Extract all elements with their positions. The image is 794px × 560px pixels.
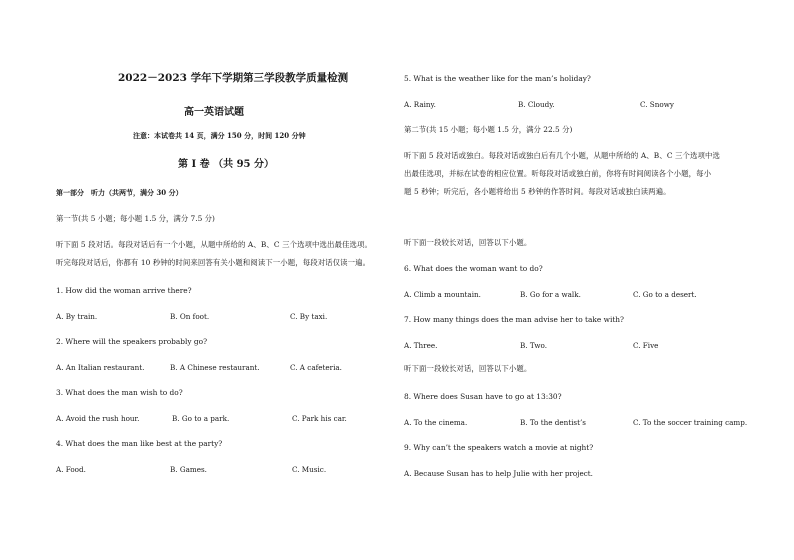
q6-option-c: C. Go to a desert. [633, 290, 697, 299]
q2-option-b: B. A Chinese restaurant. [170, 363, 260, 372]
q8-option-c: C. To the soccer training camp. [633, 418, 748, 427]
q6-option-b: B. Go for a walk. [520, 290, 581, 299]
question-6: 6. What does the woman want to do? [404, 264, 543, 273]
q3-option-a: A. Avoid the rush hour. [56, 414, 140, 423]
part1-heading: 第一部分 听力（共两节，满分 30 分） [56, 188, 183, 197]
q2-option-a: A. An Italian restaurant. [56, 363, 145, 372]
dialog8-intro: 听下面一段较长对话，回答以下小题。 [404, 364, 532, 373]
q1-option-a: A. By train. [56, 312, 98, 321]
q8-option-b: B. To the dentist’s [520, 418, 586, 427]
question-2: 2. Where will the speakers probably go? [56, 337, 208, 346]
q9-option-a: A. Because Susan has to help Julie with her project. [404, 469, 593, 478]
q1-option-b: B. On foot. [170, 312, 210, 321]
q8-option-a: A. To the cinema. [404, 418, 468, 427]
exam-note: 注意：本试卷共 14 页，满分 150 分，时间 120 分钟 [133, 131, 306, 140]
question-3: 3. What does the man wish to do? [56, 388, 183, 397]
section1-instructions-line1: 听下面 5 段对话。每段对话后有一个小题，从题中所给的 A、B、C 三个选项中选出最佳选项。 [56, 240, 372, 249]
question-4: 4. What does the man like best at the party? [56, 439, 223, 448]
question-5: 5. What is the weather like for the man’s holiday? [404, 74, 591, 83]
q2-option-c: C. A cafeteria. [290, 363, 342, 372]
dialog6-intro: 听下面一段较长对话，回答以下小题。 [404, 238, 532, 247]
q5-option-c: C. Snowy [640, 100, 674, 109]
exam-subject: 高一英语试题 [184, 107, 244, 118]
q4-option-b: B. Games. [170, 465, 207, 474]
question-9: 9. Why can’t the speakers watch a movie at night? [404, 443, 594, 452]
q7-option-c: C. Five [633, 341, 659, 350]
q4-option-a: A. Food. [56, 465, 86, 474]
question-1: 1. How did the woman arrive there? [56, 286, 192, 295]
exam-title: 2022－2023 学年下学期第三学段教学质量检测 [118, 72, 349, 84]
q5-option-b: B. Cloudy. [518, 100, 555, 109]
volume-heading: 第 I 卷 （共 95 分） [178, 159, 275, 170]
q1-option-c: C. By taxi. [290, 312, 328, 321]
q4-option-c: C. Music. [292, 465, 327, 474]
question-7: 7. How many things does the man advise her to take with? [404, 315, 625, 324]
section2-heading: 第二节(共 15 小题；每小题 1.5 分，满分 22.5 分) [404, 125, 573, 134]
section2-instructions-line1: 听下面 5 段对话或独白。每段对话或独白后有几个小题，从题中所给的 A、B、C 三个选项中选 [404, 151, 720, 160]
section2-instructions-line3: 题 5 秒钟；听完后，各小题将给出 5 秒钟的作答时间。每段对话或独白读两遍。 [404, 187, 671, 196]
q7-option-b: B. Two. [520, 341, 548, 350]
section1-heading: 第一节(共 5 小题；每小题 1.5 分，满分 7.5 分) [56, 214, 215, 223]
q5-option-a: A. Rainy. [404, 100, 436, 109]
question-8: 8. Where does Susan have to go at 13:30? [404, 392, 562, 401]
q3-option-b: B. Go to a park. [172, 414, 230, 423]
q7-option-a: A. Three. [404, 341, 438, 350]
q3-option-c: C. Park his car. [292, 414, 347, 423]
q6-option-a: A. Climb a mountain. [404, 290, 481, 299]
section2-instructions-line2: 出最佳选项，并标在试卷的相应位置。听每段对话或独白前，你将有时间阅读各个小题，每小 [404, 169, 712, 178]
section1-instructions-line2: 听完每段对话后，你都有 10 秒钟的时间来回答有关小题和阅读下一小题，每段对话仅读一遍。 [56, 258, 371, 267]
